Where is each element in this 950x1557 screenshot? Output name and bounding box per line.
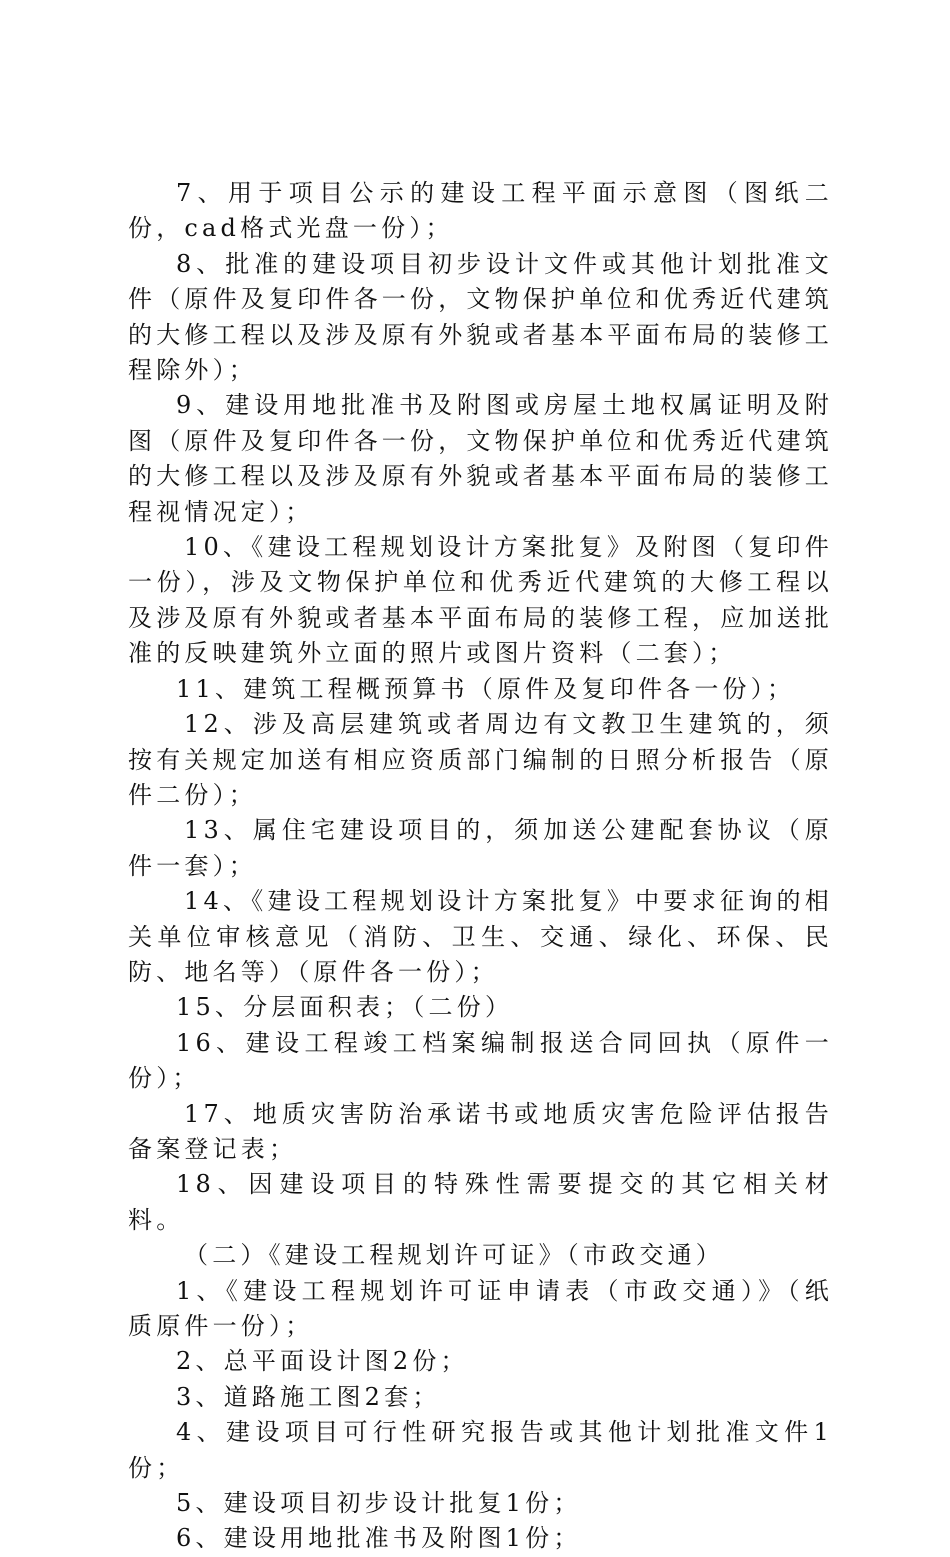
sub-item-1: 1、《建设工程规划许可证申请表（市政交通）》（纸质原件一份）； bbox=[128, 1276, 833, 1340]
list-item-15: 15、分层面积表；（二份） bbox=[176, 993, 514, 1022]
list-item-10: 10、《建设工程规划设计方案批复》及附图（复印件一份），涉及文物保护单位和优秀近代建筑的大修工程以及涉及原有外貌或者基本平面布局的装修工程，应加送批准的反映建筑外立面的照片或图片资料（二套）； bbox=[128, 533, 833, 668]
list-item-18: 18、因建设项目的特殊性需要提交的其它相关材料。 bbox=[128, 1170, 833, 1234]
list-item-12: 12、涉及高层建筑或者周边有文教卫生建筑的，须按有关规定加送有相应资质部门编制的日照分析报告（原件二份）； bbox=[128, 710, 833, 809]
sub-item-3: 3、道路施工图2套； bbox=[176, 1382, 441, 1411]
sub-item-2: 2、总平面设计图2份； bbox=[176, 1347, 469, 1376]
list-item-17: 17、地质灾害防治承诺书或地质灾害危险评估报告备案登记表； bbox=[128, 1099, 833, 1163]
list-item-7: 7、用于项目公示的建设工程平面示意图（图纸二份，cad格式光盘一份）； bbox=[128, 179, 833, 243]
list-item-9: 9、建设用地批准书及附图或房屋土地权属证明及附图（原件及复印件各一份，文物保护单位和优秀近代建筑的大修工程以及涉及原有外貌或者基本平面布局的装修工程视情况定）； bbox=[128, 391, 833, 526]
sub-item-6: 6、建设用地批准书及附图1份； bbox=[176, 1524, 582, 1553]
list-item-14: 14、《建设工程规划设计方案批复》中要求征询的相关单位审核意见（消防、卫生、交通、绿化、环保、民防、地名等）（原件各一份）； bbox=[128, 887, 833, 986]
list-item-13: 13、属住宅建设项目的，须加送公建配套协议（原件一套）； bbox=[128, 816, 833, 880]
sub-item-5: 5、建设项目初步设计批复1份； bbox=[176, 1489, 582, 1518]
section-heading: （二）《建设工程规划许可证》（市政交通） bbox=[184, 1241, 724, 1270]
list-item-16: 16、建设工程竣工档案编制报送合同回执（原件一份）； bbox=[128, 1028, 833, 1093]
document-body bbox=[128, 176, 833, 1557]
list-item-11: 11、建筑工程概预算书（原件及复印件各一份）； bbox=[176, 674, 796, 703]
sub-item-4: 4、建设项目可行性研究报告或其他计划批准文件1份； bbox=[128, 1418, 833, 1482]
list-item-8: 8、批准的建设项目初步设计文件或其他计划批准文件（原件及复印件各一份，文物保护单位和优秀近代建筑的大修工程以及涉及原有外貌或者基本平面布局的装修工程除外）； bbox=[128, 249, 833, 385]
